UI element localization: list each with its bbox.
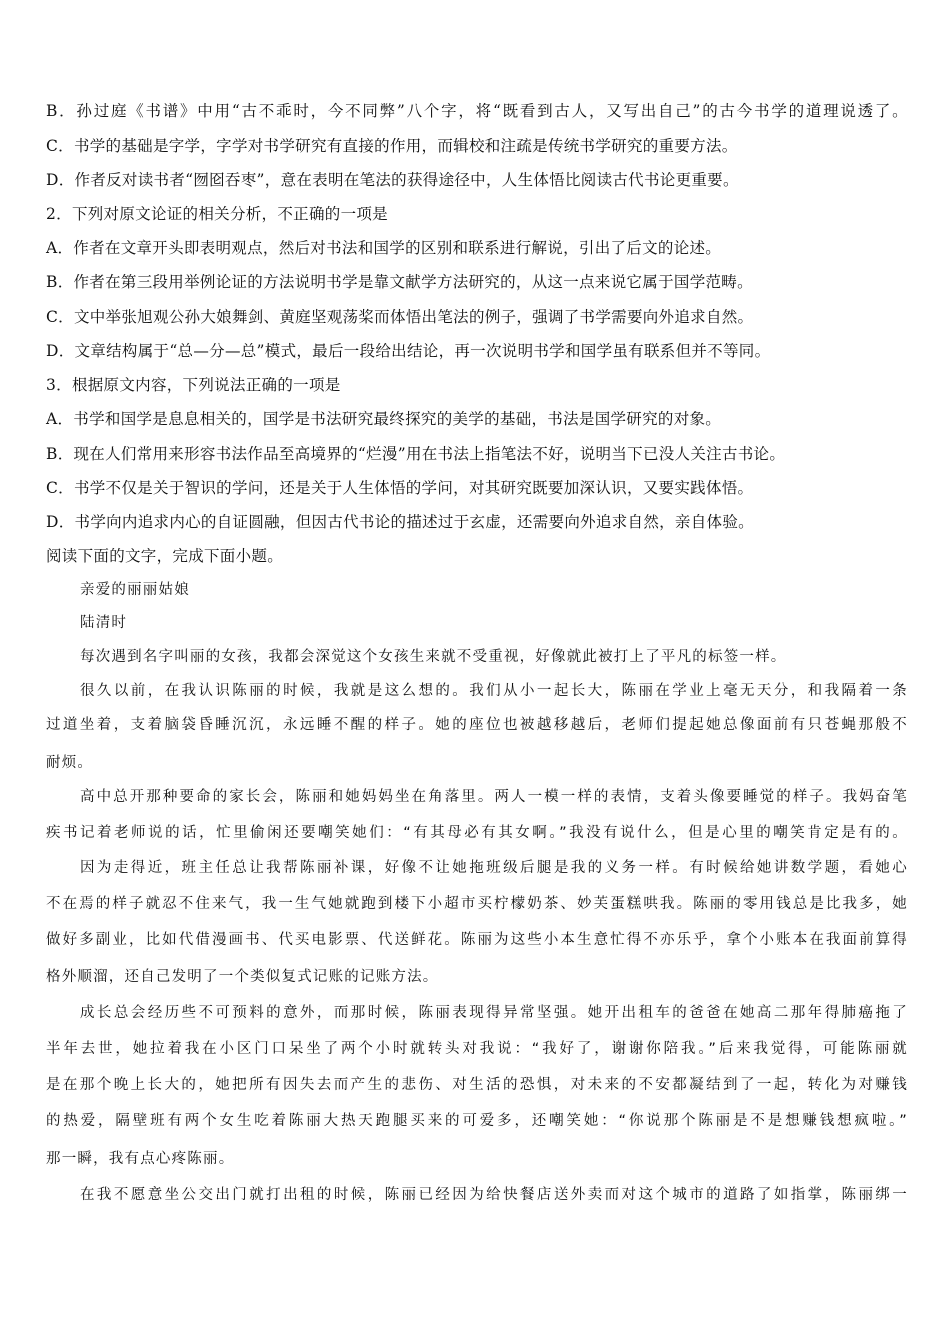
q1-option-b: B．孙过庭《书谱》中用“古不乖时，今不同弊”八个字，将“既看到古人，又写出自己”的古今书学的道理说透了。: [46, 102, 908, 120]
paragraph-2-line-2: 过道坐着，支着脑袋昏睡沉沉，永远睡不醒的样子。她的座位也被越移越后，老师们提起她总像面前有只苍蝇那般不: [46, 717, 908, 733]
q2-option-c: C．文中举张旭观公孙大娘舞剑、黄庭坚观荡桨而体悟出笔法的例子，强调了书学需要向外追求自然。: [46, 308, 754, 326]
paragraph-4-line-1: 因为走得近，班主任总让我帮陈丽补课，好像不让她拖班级后腿是我的义务一样。有时候给她讲数学题，看她心: [80, 860, 908, 876]
q3-option-d: D．书学向内追求内心的自证圆融，但因古代书论的描述过于玄虚，还需要向外追求自然，亲自体验。: [46, 513, 754, 531]
q2-option-a: A．作者在文章开头即表明观点，然后对书法和国学的区别和联系进行解说，引出了后文的论述。: [46, 239, 722, 257]
q3-option-b: B．现在人们常用来形容书法作品至高境界的“烂漫”用在书法上指笔法不好，说明当下已没人关注古书论。: [46, 445, 786, 463]
paragraph-2-line-1: 很久以前，在我认识陈丽的时候，我就是这么想的。我们从小一起长大，陈丽在学业上毫无天分，和我隔着一条: [80, 683, 908, 699]
reading-instruction: 阅读下面的文字，完成下面小题。: [46, 547, 284, 565]
paragraph-1: 每次遇到名字叫丽的女孩，我都会深觉这个女孩生来就不受重视，好像就此被打上了平凡的标签一样。: [80, 649, 787, 665]
paragraph-5-line-4: 的热爱，隔壁班有两个女生吃着陈丽大热天跑腿买来的可爱多，还嘲笑她：“你说那个陈丽是不是想赚钱想疯啦。”: [46, 1113, 908, 1129]
paragraph-5-line-5: 那一瞬，我有点心疼陈丽。: [46, 1151, 235, 1167]
q2-option-d: D．文章结构属于“总—分—总”模式，最后一段给出结论，再一次说明书学和国学虽有联系但并不等同。: [46, 342, 771, 360]
paragraph-2-line-3: 耐烦。: [46, 755, 94, 771]
q3-stem: 3．根据原文内容，下列说法正确的一项是: [46, 376, 341, 394]
paragraph-5-line-2: 半年去世，她拉着我在小区门口呆坐了两个小时就转头对我说：“我好了，谢谢你陪我。”后来我觉得，可能陈丽就: [46, 1041, 908, 1057]
q2-option-b: B．作者在第三段用举例论证的方法说明书学是靠文献学方法研究的，从这一点来说它属于国学范畴。: [46, 273, 753, 291]
paragraph-4-line-4: 格外顺溜，还自己发明了一个类似复式记账的记账方法。: [46, 969, 439, 985]
paragraph-6-line-1: 在我不愿意坐公交出门就打出租的时候，陈丽已经因为给快餐店送外卖而对这个城市的道路了如指掌，陈丽绑一: [80, 1187, 908, 1203]
q3-option-c: C．书学不仅是关于智识的学问，还是关于人生体悟的学问，对其研究既要加深认识，又要实践体悟。: [46, 479, 754, 497]
story-title: 亲爱的丽丽姑娘: [80, 582, 190, 598]
paragraph-3-line-1: 高中总开那种要命的家长会，陈丽和她妈妈坐在角落里。两人一模一样的表情，支着头像要睡觉的样子。我妈奋笔: [80, 789, 908, 805]
q2-stem: 2．下列对原文论证的相关分析，不正确的一项是: [46, 205, 388, 223]
q1-option-d: D．作者反对读书者“囫囵吞枣”，意在表明在笔法的获得途径中，人生体悟比阅读古代书论更重要。: [46, 171, 739, 189]
paragraph-5-line-3: 是在那个晚上长大的，她把所有因失去而产生的悲伤、对生活的恐惧，对未来的不安都凝结到了一起，转化为对赚钱: [46, 1077, 908, 1093]
paragraph-4-line-2: 不在焉的样子就忍不住来气，我一生气她就跑到楼下小超市买柠檬奶茶、妙芙蛋糕哄我。陈丽的零用钱总是比我多，她: [46, 896, 908, 912]
paragraph-3-line-2: 疾书记着老师说的话，忙里偷闲还要嘲笑她们：“有其母必有其女啊。”我没有说什么，但是心里的嘲笑肯定是有的。: [46, 825, 908, 841]
paragraph-4-line-3: 做好多副业，比如代借漫画书、代买电影票、代送鲜花。陈丽为这些小本生意忙得不亦乐乎，拿个小账本在我面前算得: [46, 932, 908, 948]
story-author: 陆清时: [80, 615, 128, 631]
q1-option-c: C．书学的基础是字学，字学对书学研究有直接的作用，而辑校和注疏是传统书学研究的重要方法。: [46, 137, 738, 155]
paragraph-5-line-1: 成长总会经历些不可预料的意外，而那时候，陈丽表现得异常坚强。她开出租车的爸爸在她高二那年得肺癌拖了: [80, 1005, 908, 1021]
q3-option-a: A．书学和国学是息息相关的，国学是书法研究最终探究的美学的基础，书法是国学研究的对象。: [46, 410, 722, 428]
